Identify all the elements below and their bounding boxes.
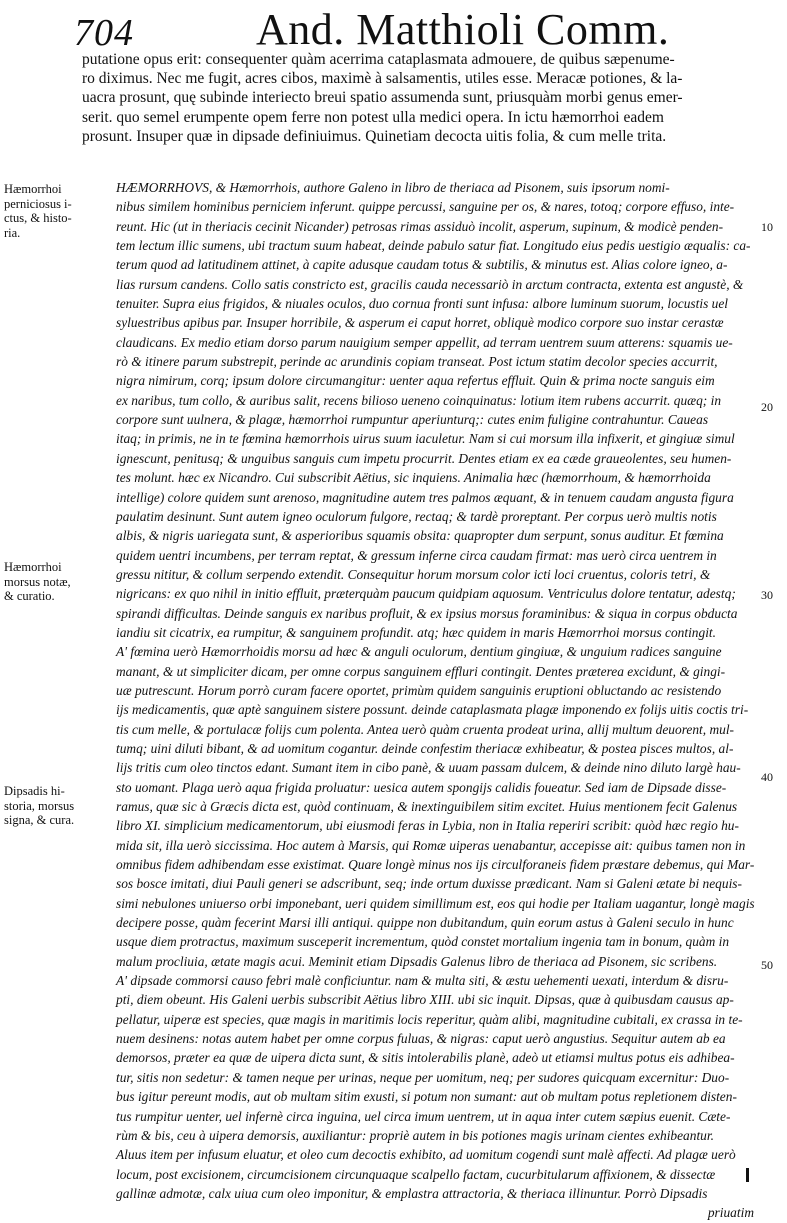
line-number: 20 (761, 400, 773, 414)
side-note-line: ctus, & histo- (4, 211, 72, 225)
body-line: iandiu sit cicatrix, ea rumpitur, & sanguinem profundit. atq; hæc quidem in maris Hæmorrhoi morsus contingit. (116, 624, 716, 640)
side-note-line: Dipsadis hi- (4, 784, 65, 798)
body-line: nigra nimirum, corq; ipsum dolore circumangitur: uenter aqua refertus effluit. Quin & prima nocte sanguis eim (116, 373, 715, 389)
body-line: tenuiter. Supra eius frigidos, & niuales oculos, duo cornua fronti sunt infusa: albore luminum suorum, locustis uel (116, 296, 728, 312)
body-line: claudicans. Ex medio etiam dorso parum nauigium semper appellit, ad terram uentrem suum atterens: squamis ue- (116, 334, 733, 350)
side-note-dipsadis (4, 784, 94, 828)
body-line: usque diem protractus, maximum susceperit incrementum, quòd constet mortalium ingenia tam in bonum, quàm in (116, 934, 730, 950)
body-line: nigricans: ex quo nihil in initio effluit, præterquàm paucum quidpiam aquosum. Ventriculus dolore tentatur, adestq; (116, 586, 736, 602)
body-line: uæ putrescunt. Horum porrò curam facere oportet, primùm quidem sanguinis eruptioni obluctando ac resistendo (116, 682, 722, 698)
line-number: 40 (761, 770, 773, 784)
main-text (116, 178, 760, 1223)
body-line: manant, & ut simpliciter dicam, per omne corpus sanguinem effluri contingit. Dentes præterea excidunt, & gingi- (116, 663, 726, 679)
body-line: tus rumpitur uenter, uel infernè circa inguina, uel circa imum uentrem, ut in aqua inter cutem sæpius euenit. Cæte- (116, 1108, 731, 1124)
side-note-haemorrhoi-morsus (4, 560, 94, 604)
body-line: A' dipsade commorsi causo febri malè conficiuntur. nam & multa siti, & æstu uehementi uexati, interdum & disru- (116, 973, 729, 989)
body-line: bus igitur pereunt modis, aut ob multam sitim exusti, si potum non sumant: aut ob multam potus repletionem disten- (116, 1089, 737, 1105)
body-line: quidem uentri incumbens, per terram reptat, & gressum inferne circa caudam firmat: mas uerò circa uentrem in (116, 547, 717, 563)
page-number: 704 (74, 12, 134, 54)
intro-line: ro diximus. Nec me fugit, acres cibos, maximè à salsamentis, utiles esse. Meracæ potiones, & la- (82, 70, 683, 88)
body-line: tur, sitis non sedetur: & tamen neque per urinas, neque per uomitum, neq; per sudores quicquam excernitur: Duo- (116, 1069, 730, 1085)
body-line: ignescunt, penitusq; & unguibus sanguis cum impetu procurrit. Dentes etiam ex ea cæde graueolentes, seu humen- (116, 450, 732, 466)
body-line: locum, post excisionem, circumcisionem circunquaque scalpello factam, cucurbitularum affixionem, & dissectæ (116, 1166, 716, 1182)
body-line: HÆMORRHOVS, & Hæmorrhois, authore Galeno in libro de theriaca ad Pisonem, suis ipsorum nomi- (116, 180, 670, 195)
body-line: libro XI. simplicium medicamentorum, ubi eiusmodi feras in Lybia, non in Italia reperiri scribit: quòd hæc regio hu- (116, 818, 739, 834)
side-note-line: Hæmorrhoi (4, 182, 62, 196)
body-line: nuem desinens: notas autem habet per omne corpus fuluas, & nigras: caput uerò angustius. Sequitur autem ab ea (116, 1031, 726, 1047)
running-title: And. Matthioli Comm. (256, 5, 670, 54)
body-line: malum procliuia, ætate magis acui. Meminit etiam Dipsadis Galenus libro de theriaca ad Pisonem, sic scribens. (116, 953, 718, 969)
body-line: reunt. Hic (ut in theriacis cecinit Nicander) petrosas rimas assiduò incolit, asperum, supinum, & modicè penden- (116, 218, 724, 234)
body-line: lijs tritis cum oleo tinctos edant. Sumant item in cibo panè, & uuam passam dulcem, & deinde nino diluto largè hau- (116, 760, 741, 776)
body-line: pellatur, uiperæ est species, quæ magis in maritimis locis reperitur, quàm alibi, magnitudine cubitali, ex crassa in te- (116, 1011, 743, 1027)
line-number: 30 (761, 588, 773, 602)
body-line: tes molunt. hæc ex Nicandro. Cui subscribit Aëtius, sic inquiens. Animalia hæc (hæmorrhoum, & hæmorrhoida (116, 470, 711, 486)
intro-line: putatione opus erit: consequenter quàm acerrima cataplasmata admouere, de quibus sæpenume- (82, 51, 675, 68)
line-number: 50 (761, 958, 773, 972)
body-line: tis cum melle, & portulacæ folijs cum polenta. Antea uerò quàm cruenta prodeat urina, allij multum deuorent, mul- (116, 721, 735, 737)
body-line: tumq; uini diluti bibant, & ad uomitum cogantur. deinde confestim theriacæ exhibeatur, & postea pisces multos, al- (116, 740, 734, 756)
body-line: simi nebulones uniuerso orbi imponebant, ueri quidem simillimum est, eos qui hodie per Italiam uagantur, longè magis (116, 895, 755, 911)
body-line: ex naribus, tum collo, & auribus salit, recens bilioso ueneno coinquinatus: lotium item rubens accurrit. quæq; in (116, 392, 722, 408)
body-line: demorsos, præter ea quæ de uipera dicta sunt, & sitis intolerabilis planè, adeò ut etiamsi multus potus eis adhibea- (116, 1050, 735, 1066)
side-note-line: & curatio. (4, 589, 55, 603)
intro-line: serit. quo semel erumpente opem ferre non potest ulla medici opera. In ictu hæmorrhoi eadem (82, 108, 664, 126)
line-number: 10 (761, 220, 773, 234)
body-line: itaq; in primis, ne in te fœmina hæmorrhois uirus suum iaculetur. Nam si cui morsum illa infixerit, et gingiuæ simul (116, 431, 735, 447)
body-line: terum quod ad latitudinem attinet, à capite adusque caudam totus & subtilis, & minutus est. Alias colore igneo, a- (116, 257, 728, 273)
body-line: gressu nititur, & collum serpendo extendit. Consequitur horum morsum color icti loci cruentus, coloris tetri, & (116, 566, 711, 582)
body-line: ijs medicamentis, quæ aptè sanguinem sistere possunt. deinde cataplasmata plagæ imponendo ex folijs uitis coctis tri- (116, 702, 749, 718)
body-line: lias rursum candens. Collo satis constricto est, gracilis cauda necessariò in arctum contracta, extenta est angustè, & (116, 276, 744, 292)
intro-line: prosunt. Insuper quæ in dipsade definiuimus. Quinetiam decocta uitis folia, & cum melle trita. (82, 127, 667, 145)
intro-line: uacra prosunt, quę subinde interiecto breui spatio assumenda sunt, priusquàm morbi genus emer- (82, 89, 683, 107)
body-line: priuatim (707, 1205, 754, 1221)
body-line: corpore sunt uulnera, & plagæ, hæmorrhoi rumpuntur aperiunturq;: cutes enim fuligine contrahuntur. Caueas (116, 412, 709, 428)
body-line: Aluus item per infusum eluatur, et oleo cum decoctis exhibito, ad uomitum cogendi sunt malè affecti. Ad plagæ uerò (116, 1147, 736, 1163)
side-note-line: morsus notæ, (4, 574, 71, 589)
body-line: gallinæ admotæ, calx uiua cum oleo imponitur, & emplastra attractoria, & theriaca illinuntur. Porrò Dipsadis (116, 1185, 708, 1201)
body-line: rùm & bis, ceu à uipera demorsis, auxiliantur: propriè autem in bis potiones magis urinam cientes exhibeantur. (116, 1127, 714, 1143)
body-line: sos bosce imitati, diui Pauli generi se adscribunt, seq; inde ortum duxisse prædicant. Nam si Galeni ætate bi nequis- (116, 876, 742, 892)
body-line: spirandi difficultas. Deinde sanguis ex naribus profluit, & ex ipsius morsus foraminibus: & siqua in corpus obducta (116, 605, 738, 621)
body-line: albis, & nigris uariegata sunt, & asperioribus squamis obsita: quapropter dum serpunt, sonus auditur. Et fœmina (116, 528, 724, 544)
side-note-line: Hæmorrhoi (4, 560, 62, 574)
side-note-line: storia, morsus (4, 798, 75, 813)
side-note-haemorrhoi (4, 182, 94, 240)
body-line: rò & itinere parum substrepit, perinde ac arundinis copiam transeat. Post ictum statim decolor species accurrit, (116, 354, 718, 370)
side-note-line: perniciosus i- (4, 196, 72, 211)
side-note-line: signa, & cura. (4, 813, 75, 827)
body-line: tem lectum illic sumens, ubi tractum suum habeat, deinde pabulo satur fiat. Longitudo eius pedis uestigio æqualis: ca- (116, 238, 751, 254)
body-line: mida sit, illa uerò siccissima. Hoc autem à Marsis, qui Romæ uiperas uenabantur, accepisse ait: quibus tamen non in (116, 837, 746, 853)
body-line: omnibus fidem adhibendam esse existimat. Quare longè minus nos ijs circulforaneis fidem præstare debemus, qui Mar- (116, 857, 755, 873)
body-line: paulatim desinunt. Sunt autem igneo oculorum fulgore, rectaq; & tardè proreptant. Per corpus uerò multis notis (116, 508, 717, 524)
body-line: sto uomant. Plaga uerò aqua frigida proluatur: uesica autem spongijs calidis foueatur. Sed iam de Dipsade disse- (116, 779, 727, 795)
body-line: syluestribus apibus par. Insuper horribile, & asperum ei caput horret, obliquè modico corpore suo instar cerastæ (116, 315, 724, 331)
body-line: nibus similem hominibus perniciem inferunt. quippe percussi, sanguine per os, & nares, totoq; corpore effuso, inte- (116, 199, 735, 215)
body-line: intellige) colore quidem sunt arenoso, magnitudine autem tres palmos æquant, & in tenuem caudam angusta figura (116, 489, 734, 505)
side-note-line: ria. (4, 225, 21, 240)
body-line: ramus, quæ sic à Græcis dicta est, quòd continuam, & inextinguibilem sitim excitet. Huius mentionem fecit Galenus (116, 799, 738, 814)
intro-paragraph (82, 50, 722, 146)
body-line: decipere posse, quàm fecerint Marsi illi antiqui. quippe non dubitandum, quin eorum astus à Galeni seculo in hunc (116, 915, 734, 931)
margin-mark (746, 1168, 749, 1182)
body-line: A' fœmina uerò Hæmorrhoidis morsu ad hæc & anguli oculorum, dentium gingiuæ, & unguium radices sanguine (116, 644, 722, 660)
body-line: pti, diem obeunt. His Galeni uerbis subscribit Aëtius libro XIII. ubi sic inquit. Dipsas, quæ à quibusdam causus ap- (116, 992, 734, 1008)
